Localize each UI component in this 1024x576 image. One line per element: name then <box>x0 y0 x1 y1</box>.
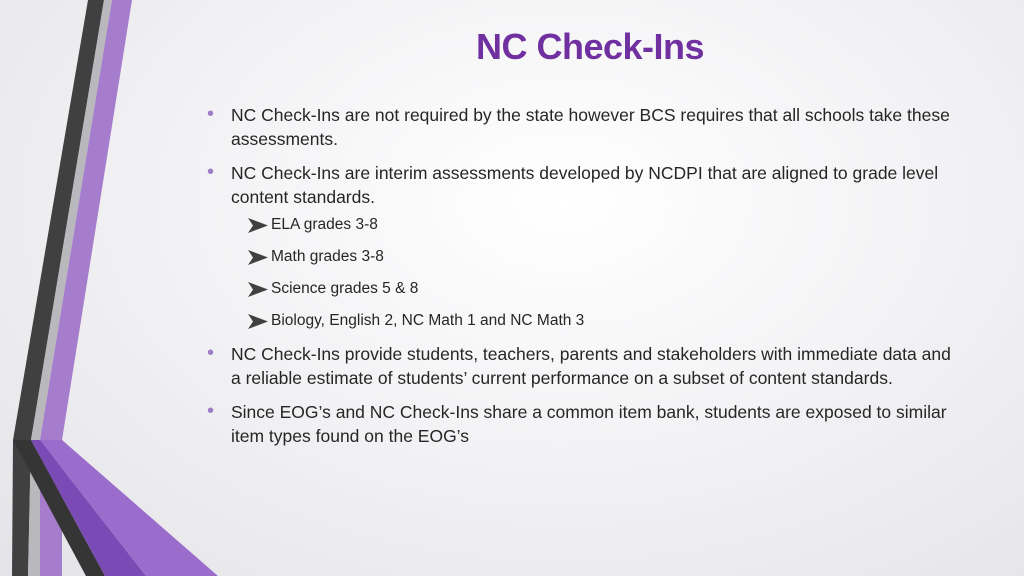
sub-item-text: Science grades 5 & 8 <box>271 280 419 297</box>
bullet-item-2 <box>205 162 965 331</box>
sub-item-text: Biology, English 2, NC Math 1 and NC Math 3 <box>271 312 585 329</box>
bullet-dot-icon: • <box>207 161 215 183</box>
bullet-dot-icon: • <box>207 342 215 364</box>
sub-item-science <box>231 279 965 299</box>
bullet-dot-icon: • <box>207 400 215 422</box>
bullet-item-1 <box>205 104 965 151</box>
arrow-bullet-icon <box>248 218 268 233</box>
bullet-text: NC Check-Ins provide students, teachers, parents and stakeholders with immediate data and a reliable estimate of students’ current performance on a subset of content standards. <box>231 344 951 388</box>
bullet-dot-icon: • <box>207 103 215 125</box>
bullet-item-3 <box>205 343 965 390</box>
bullet-list <box>205 104 965 459</box>
sub-bullet-list <box>231 215 965 331</box>
bullet-text: NC Check-Ins are not required by the state however BCS requires that all schools take these assessments. <box>231 105 950 149</box>
bullet-text: Since EOG’s and NC Check-Ins share a common item bank, students are exposed to similar item types found on the EOG’s <box>231 402 947 446</box>
arrow-bullet-icon <box>248 282 268 297</box>
bullet-text: NC Check-Ins are interim assessments developed by NCDPI that are aligned to grade level content standards. <box>231 163 939 207</box>
sub-item-text: ELA grades 3-8 <box>271 216 378 233</box>
arrow-bullet-icon <box>248 314 268 329</box>
sub-item-ela <box>231 215 965 235</box>
slide-title: NC Check-Ins <box>475 26 705 67</box>
arrow-bullet-icon <box>248 250 268 265</box>
sub-item-math <box>231 247 965 267</box>
sub-item-text: Math grades 3-8 <box>271 248 384 265</box>
bullet-item-4 <box>205 401 965 448</box>
sub-item-eoc <box>231 311 965 331</box>
